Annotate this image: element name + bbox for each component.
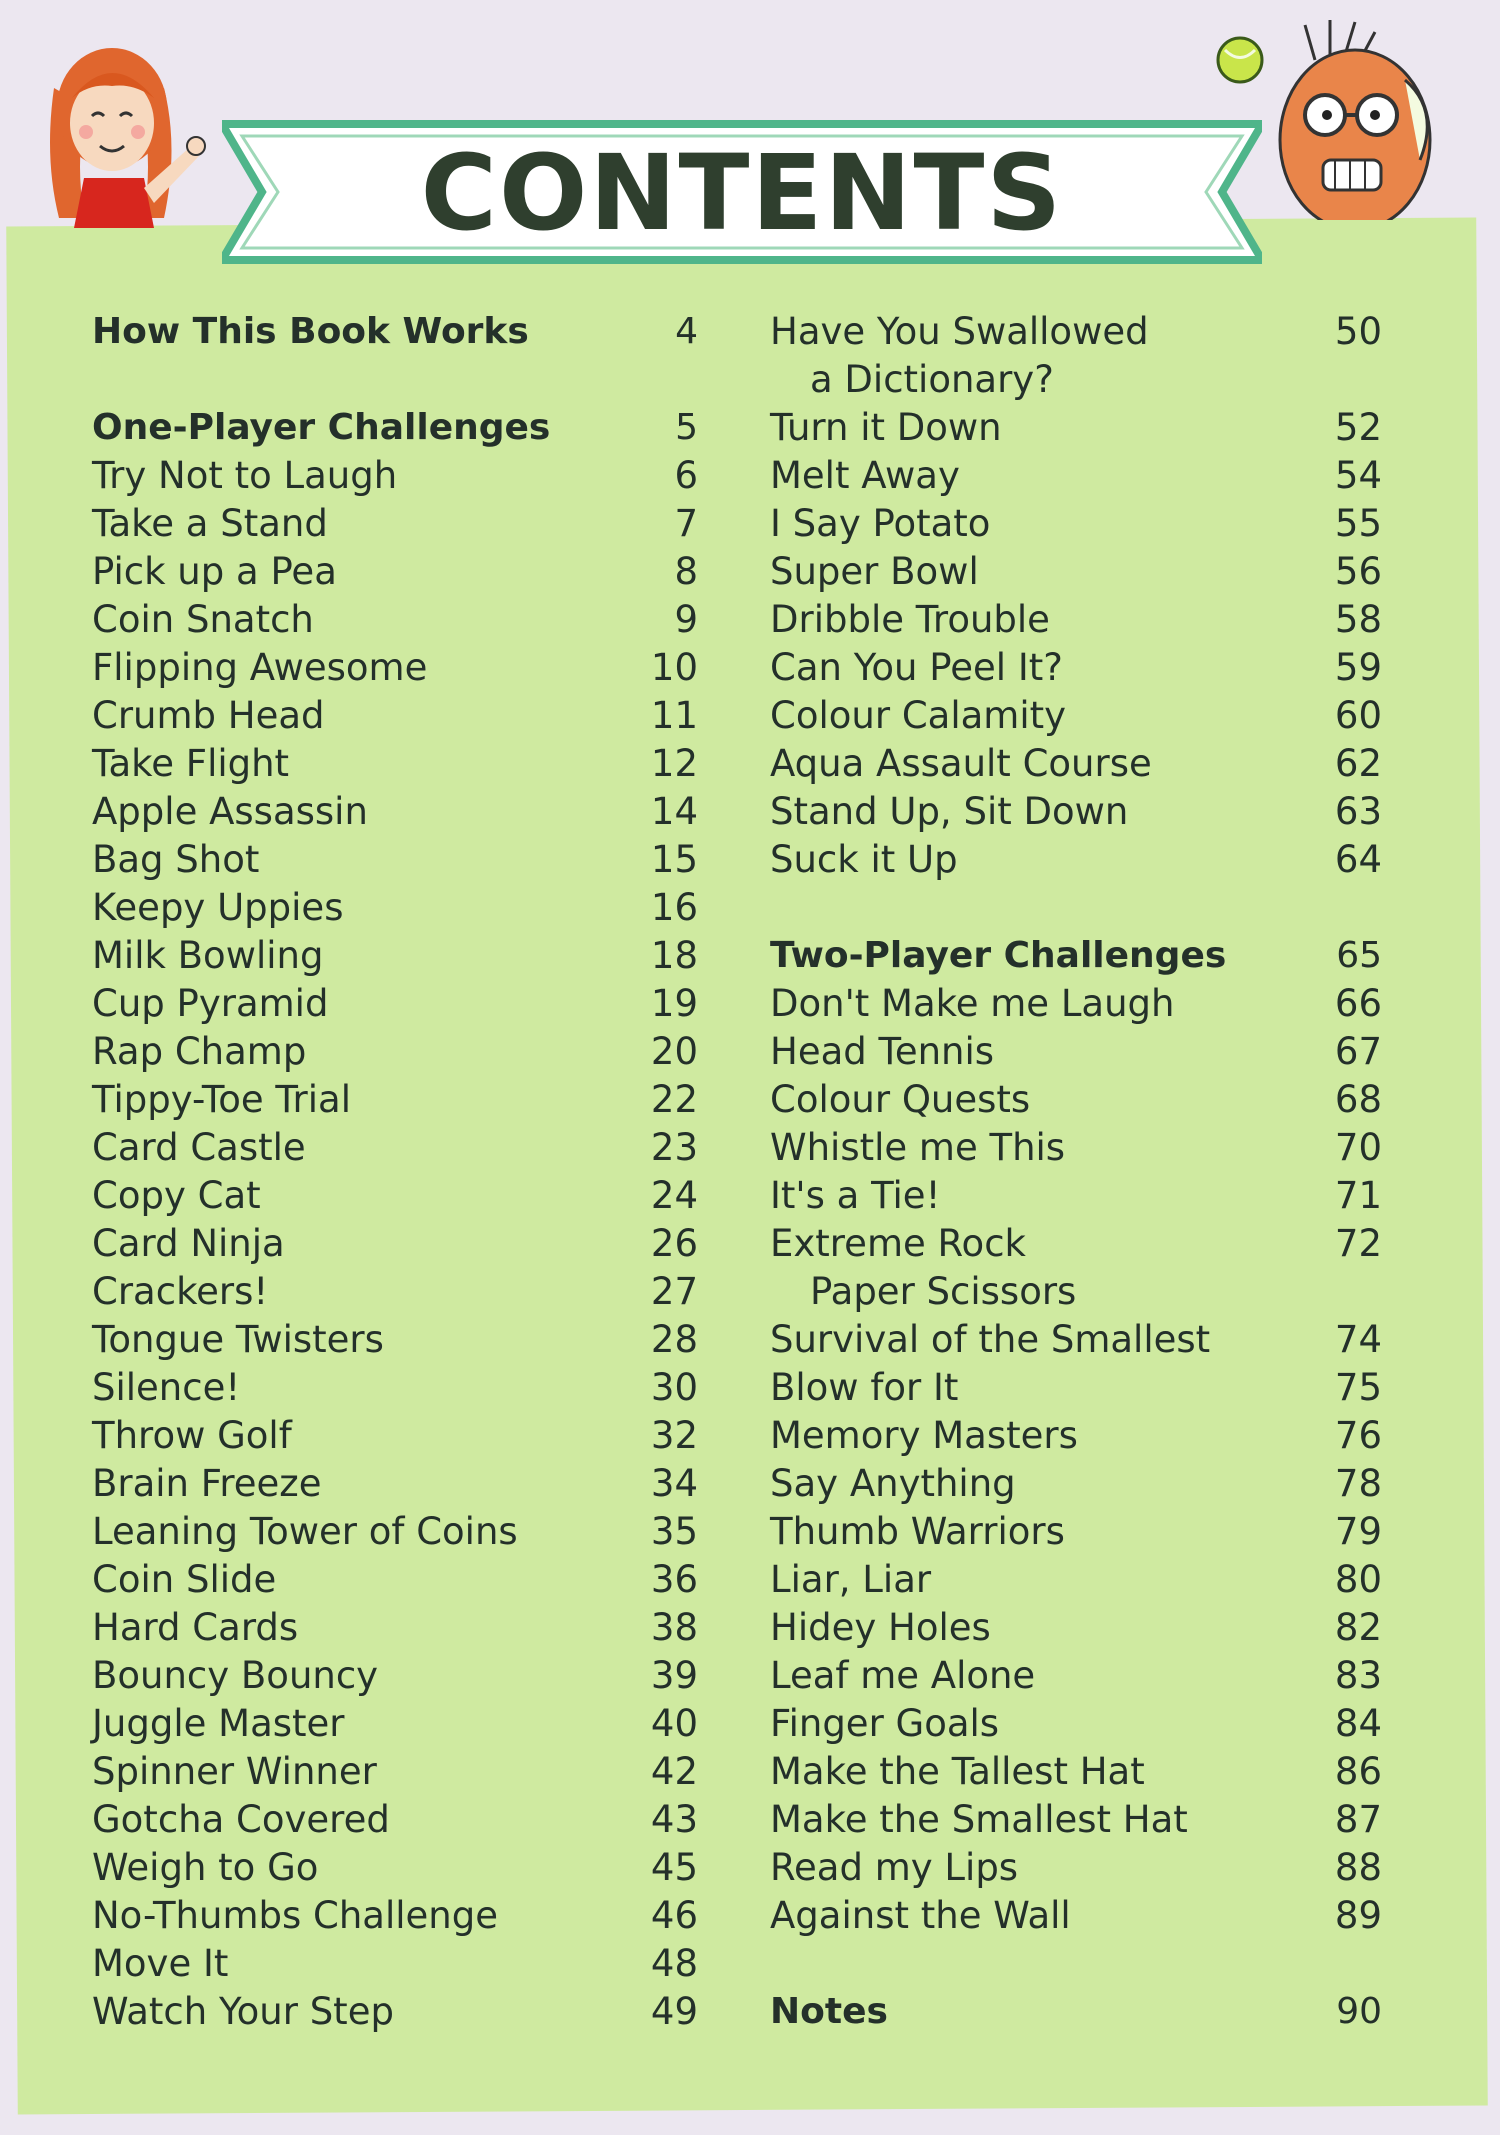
toc-entry-title: Rap Champ xyxy=(92,1030,307,1073)
toc-entry-title: Leaf me Alone xyxy=(770,1654,1036,1697)
toc-entry-title: Finger Goals xyxy=(770,1702,1000,1745)
toc-entry-title: Thumb Warriors xyxy=(770,1510,1065,1553)
toc-page-number: 9 xyxy=(674,598,698,641)
toc-entry-title: Leaning Tower of Coins xyxy=(92,1510,518,1553)
toc-entry-title: It's a Tie! xyxy=(770,1174,941,1217)
toc-entry-title: Card Castle xyxy=(92,1126,306,1169)
toc-entry-title: Dribble Trouble xyxy=(770,598,1050,641)
toc-entry xyxy=(92,452,698,500)
toc-page-number: 56 xyxy=(1334,550,1382,593)
toc-entry-title: Watch Your Step xyxy=(92,1990,394,2033)
toc-entry-title: Head Tennis xyxy=(770,1030,995,1073)
toc-entry xyxy=(92,1604,698,1652)
toc-page-number: 19 xyxy=(650,982,698,1025)
toc-page-number: 70 xyxy=(1334,1126,1382,1169)
toc-page-number: 60 xyxy=(1334,694,1382,737)
toc-entry-title: Blow for It xyxy=(770,1366,959,1409)
toc-page-number: 48 xyxy=(650,1942,698,1985)
toc-page-number: 34 xyxy=(650,1462,698,1505)
toc-entry-title: Survival of the Smallest xyxy=(770,1318,1211,1361)
toc-entry xyxy=(92,1268,698,1316)
toc-entry xyxy=(770,1748,1382,1796)
toc-entry xyxy=(770,500,1382,548)
toc-entry xyxy=(92,1028,698,1076)
toc-page-number: 50 xyxy=(1334,310,1382,353)
toc-entry xyxy=(770,1412,1382,1460)
toc-entry xyxy=(92,1508,698,1556)
toc-entry-title: Bag Shot xyxy=(92,838,260,881)
toc-entry-title: Extreme Rock xyxy=(770,1222,1026,1265)
toc-entry xyxy=(770,596,1382,644)
toc-entry-title: Stand Up, Sit Down xyxy=(770,790,1129,833)
toc-entry-title: Make the Smallest Hat xyxy=(770,1798,1188,1841)
toc-page-number: 79 xyxy=(1334,1510,1382,1553)
toc-entry-title: Try Not to Laugh xyxy=(92,454,398,497)
toc-page-number: 5 xyxy=(675,407,698,448)
toc-entry-title: Notes xyxy=(770,1991,888,2032)
toc-page-number: 78 xyxy=(1334,1462,1382,1505)
toc-page-number: 64 xyxy=(1334,838,1382,881)
toc-entry xyxy=(770,1844,1382,1892)
toc-entry xyxy=(92,1316,698,1364)
toc-entry xyxy=(92,1124,698,1172)
toc-right-column xyxy=(770,308,1382,2036)
toc-page-number: 35 xyxy=(650,1510,698,1553)
toc-entry xyxy=(92,1700,698,1748)
toc-entry xyxy=(92,500,698,548)
toc-entry xyxy=(92,884,698,932)
toc-entry xyxy=(92,1940,698,1988)
toc-entry-title: Hard Cards xyxy=(92,1606,299,1649)
toc-entry xyxy=(770,1652,1382,1700)
toc-entry xyxy=(770,788,1382,836)
toc-entry xyxy=(92,1460,698,1508)
toc-entry xyxy=(92,1892,698,1940)
toc-page-number: 32 xyxy=(650,1414,698,1457)
toc-entry xyxy=(770,1700,1382,1748)
toc-entry xyxy=(770,404,1382,452)
toc-entry xyxy=(770,980,1382,1028)
toc-entry xyxy=(92,1796,698,1844)
toc-entry xyxy=(770,308,1382,404)
toc-entry xyxy=(92,1988,698,2036)
toc-entry-title: Hidey Holes xyxy=(770,1606,991,1649)
toc-entry xyxy=(92,836,698,884)
toc-entry xyxy=(92,1652,698,1700)
toc-entry-title: Juggle Master xyxy=(92,1702,345,1745)
toc-page-number: 12 xyxy=(650,742,698,785)
toc-page-number: 43 xyxy=(650,1798,698,1841)
toc-entry-title: Flipping Awesome xyxy=(92,646,428,689)
toc-entry xyxy=(92,740,698,788)
toc-entry xyxy=(92,1748,698,1796)
toc-page-number: 27 xyxy=(650,1270,698,1313)
toc-entry xyxy=(92,1844,698,1892)
toc-page-number: 24 xyxy=(650,1174,698,1217)
toc-entry-title: Cup Pyramid xyxy=(92,982,329,1025)
toc-entry-title: Make the Tallest Hat xyxy=(770,1750,1145,1793)
toc-page-number: 45 xyxy=(650,1846,698,1889)
toc-entry-title: Take Flight xyxy=(92,742,290,785)
toc-entry-title: I Say Potato xyxy=(770,502,991,545)
toc-page-number: 86 xyxy=(1334,1750,1382,1793)
toc-entry-title: One-Player Challenges xyxy=(92,407,551,448)
toc-entry-title: Tippy-Toe Trial xyxy=(92,1078,351,1121)
toc-page-number: 11 xyxy=(650,694,698,737)
toc-page-number: 52 xyxy=(1334,406,1382,449)
toc-entry-title: Liar, Liar xyxy=(770,1558,932,1601)
toc-entry xyxy=(92,1220,698,1268)
toc-page-number: 7 xyxy=(674,502,698,545)
title-banner xyxy=(222,118,1262,266)
toc-entry xyxy=(770,548,1382,596)
toc-entry-title: Throw Golf xyxy=(92,1414,292,1457)
toc-page-number: 54 xyxy=(1334,454,1382,497)
toc-entry-title: Tongue Twisters xyxy=(92,1318,384,1361)
toc-page-number: 66 xyxy=(1334,982,1382,1025)
toc-entry-title: Have You Swallowed xyxy=(770,310,1149,353)
toc-page-number: 82 xyxy=(1334,1606,1382,1649)
page-title: CONTENTS xyxy=(420,132,1064,254)
toc-entry-title: Whistle me This xyxy=(770,1126,1066,1169)
toc-page-number: 49 xyxy=(650,1990,698,2033)
toc-left-column xyxy=(92,308,698,2036)
toc-entry-title-continued: Paper Scissors xyxy=(810,1270,1077,1313)
toc-entry xyxy=(770,1604,1382,1652)
toc-page-number: 62 xyxy=(1334,742,1382,785)
toc-page-number: 18 xyxy=(650,934,698,977)
toc-entry-title: Copy Cat xyxy=(92,1174,261,1217)
toc-page-number: 22 xyxy=(650,1078,698,1121)
toc-page-number: 65 xyxy=(1336,935,1382,976)
toc-entry xyxy=(92,788,698,836)
toc-entry-title: Memory Masters xyxy=(770,1414,1078,1457)
toc-section-heading xyxy=(92,308,698,356)
toc-page-number: 30 xyxy=(650,1366,698,1409)
toc-page-number: 67 xyxy=(1334,1030,1382,1073)
toc-entry xyxy=(770,1028,1382,1076)
toc-entry-title: Colour Quests xyxy=(770,1078,1031,1121)
toc-page-number: 88 xyxy=(1334,1846,1382,1889)
toc-entry-title: Apple Assassin xyxy=(92,790,368,833)
toc-page-number: 80 xyxy=(1334,1558,1382,1601)
toc-entry xyxy=(770,1172,1382,1220)
toc-page-number: 55 xyxy=(1334,502,1382,545)
girl-illustration xyxy=(14,28,214,228)
toc-entry-title: Milk Bowling xyxy=(92,934,324,977)
toc-page-number: 6 xyxy=(674,454,698,497)
toc-entry-title: Card Ninja xyxy=(92,1222,285,1265)
toc-entry xyxy=(770,452,1382,500)
toc-section-heading xyxy=(92,404,698,452)
toc-page-number: 72 xyxy=(1334,1222,1382,1265)
toc-entry-title: Coin Slide xyxy=(92,1558,277,1601)
toc-entry-title: Silence! xyxy=(92,1366,241,1409)
toc-entry-title: Crumb Head xyxy=(92,694,325,737)
toc-page-number: 71 xyxy=(1334,1174,1382,1217)
toc-page-number: 28 xyxy=(650,1318,698,1361)
toc-entry-title: Pick up a Pea xyxy=(92,550,337,593)
toc-page-number: 74 xyxy=(1334,1318,1382,1361)
toc-entry xyxy=(92,932,698,980)
toc-entry-title: Keepy Uppies xyxy=(92,886,344,929)
toc-page-number: 75 xyxy=(1334,1366,1382,1409)
toc-entry xyxy=(92,1172,698,1220)
toc-section-heading xyxy=(770,1988,1382,2036)
toc-page-number: 10 xyxy=(650,646,698,689)
toc-entry-title: Crackers! xyxy=(92,1270,269,1313)
toc-entry xyxy=(770,1076,1382,1124)
toc-entry xyxy=(770,1556,1382,1604)
toc-entry xyxy=(770,1892,1382,1940)
toc-entry xyxy=(92,980,698,1028)
toc-entry-title: Brain Freeze xyxy=(92,1462,322,1505)
toc-entry xyxy=(770,740,1382,788)
toc-entry xyxy=(92,1076,698,1124)
toc-page-number: 76 xyxy=(1334,1414,1382,1457)
toc-entry-title: How This Book Works xyxy=(92,311,529,352)
toc-page-number: 90 xyxy=(1336,1991,1382,2032)
toc-entry-title: No-Thumbs Challenge xyxy=(92,1894,499,1937)
toc-entry xyxy=(770,1508,1382,1556)
toc-entry-title: Super Bowl xyxy=(770,550,979,593)
toc-page-number: 42 xyxy=(650,1750,698,1793)
toc-entry-title: Aqua Assault Course xyxy=(770,742,1152,785)
toc-entry-title: Gotcha Covered xyxy=(92,1798,390,1841)
toc-entry-title: Take a Stand xyxy=(92,502,328,545)
toc-page-number: 89 xyxy=(1334,1894,1382,1937)
toc-entry-title: Say Anything xyxy=(770,1462,1016,1505)
toc-page-number: 87 xyxy=(1334,1798,1382,1841)
toc-entry-title: Don't Make me Laugh xyxy=(770,982,1175,1025)
toc-entry-title: Spinner Winner xyxy=(92,1750,377,1793)
toc-entry-title: Against the Wall xyxy=(770,1894,1071,1937)
toc-entry xyxy=(92,1556,698,1604)
toc-entry-title: Suck it Up xyxy=(770,838,958,881)
toc-entry-title: Weigh to Go xyxy=(92,1846,319,1889)
toc-entry xyxy=(92,1412,698,1460)
toc-page-number: 36 xyxy=(650,1558,698,1601)
toc-entry xyxy=(770,1364,1382,1412)
toc-page-number: 4 xyxy=(675,311,698,352)
toc-page-number: 26 xyxy=(650,1222,698,1265)
toc-page-number: 63 xyxy=(1334,790,1382,833)
toc-entry xyxy=(770,1220,1382,1316)
toc-entry-title: Two-Player Challenges xyxy=(770,935,1227,976)
toc-page-number: 39 xyxy=(650,1654,698,1697)
toc-page-number: 46 xyxy=(650,1894,698,1937)
toc-page-number: 84 xyxy=(1334,1702,1382,1745)
toc-entry xyxy=(770,836,1382,884)
toc-entry-title: Turn it Down xyxy=(770,406,1002,449)
toc-entry xyxy=(770,692,1382,740)
toc-entry xyxy=(92,548,698,596)
toc-page-number: 14 xyxy=(650,790,698,833)
toc-entry xyxy=(770,1316,1382,1364)
toc-page-number: 23 xyxy=(650,1126,698,1169)
toc-entry xyxy=(770,1460,1382,1508)
toc-page-number: 68 xyxy=(1334,1078,1382,1121)
toc-entry xyxy=(92,1364,698,1412)
toc-entry xyxy=(770,644,1382,692)
toc-entry-title: Bouncy Bouncy xyxy=(92,1654,379,1697)
toc-page-number: 16 xyxy=(650,886,698,929)
toc-section-heading xyxy=(770,932,1382,980)
toc-entry xyxy=(770,1796,1382,1844)
toc-entry-title: Colour Calamity xyxy=(770,694,1066,737)
toc-entry-title: Melt Away xyxy=(770,454,960,497)
toc-entry-title-continued: a Dictionary? xyxy=(810,358,1054,401)
toc-page-number: 20 xyxy=(650,1030,698,1073)
toc-page-number: 15 xyxy=(650,838,698,881)
toc-entry-title: Move It xyxy=(92,1942,229,1985)
toc-page-number: 83 xyxy=(1334,1654,1382,1697)
toc-entry xyxy=(92,692,698,740)
toc-page-number: 38 xyxy=(650,1606,698,1649)
toc-entry xyxy=(92,596,698,644)
toc-page-number: 59 xyxy=(1334,646,1382,689)
toc-entry-title: Coin Snatch xyxy=(92,598,314,641)
toc-entry-title: Can You Peel It? xyxy=(770,646,1063,689)
toc-page-number: 58 xyxy=(1334,598,1382,641)
toc-page-number: 40 xyxy=(650,1702,698,1745)
toc-page-number: 8 xyxy=(674,550,698,593)
toc-entry xyxy=(92,644,698,692)
toc-entry xyxy=(770,1124,1382,1172)
toc-entry-title: Read my Lips xyxy=(770,1846,1019,1889)
